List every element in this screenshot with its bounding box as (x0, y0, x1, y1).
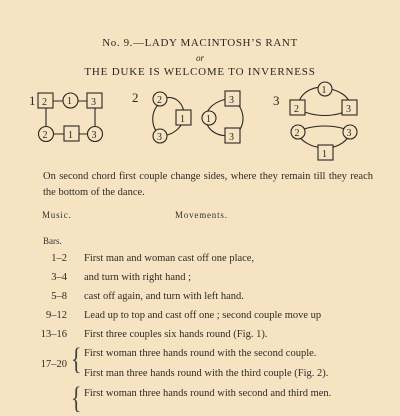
figure-2-label: 2 (132, 90, 139, 105)
svg-text:1: 1 (67, 96, 72, 107)
movement-line-6b: First man three hands round with the third couple (Fig. 2). (84, 368, 329, 379)
svg-text:1: 1 (321, 85, 327, 96)
movement-line-7: First woman three hands round with second and third men. (84, 388, 332, 399)
dance-title: No. 9.—LADY MACINTOSH’S RANT (102, 37, 298, 49)
movements-header: Movements. (175, 210, 228, 220)
svg-text:3: 3 (346, 104, 351, 115)
movement-line-5: First three couples six hands round (Fig. 1). (84, 329, 268, 340)
svg-text:1: 1 (322, 149, 327, 160)
svg-text:1: 1 (68, 130, 73, 141)
intro-paragraph: On second chord first couple change sides, where they remain till they reach the bottom of the dance. (43, 171, 373, 198)
svg-text:1: 1 (206, 114, 211, 125)
dance-alt-title: THE DUKE IS WELCOME TO INVERNESS (84, 66, 316, 78)
figure-1-label: 1 (29, 93, 36, 108)
svg-text:2: 2 (42, 97, 47, 108)
svg-text:2: 2 (294, 128, 300, 139)
svg-text:2: 2 (42, 130, 48, 141)
svg-text:2: 2 (294, 104, 299, 115)
svg-text:3: 3 (229, 95, 234, 106)
dance-figures (0, 80, 400, 170)
svg-text:3: 3 (229, 132, 234, 143)
music-header: Music. (42, 210, 72, 220)
movement-line-4: Lead up to top and cast off one ; second couple move up (84, 310, 322, 321)
svg-text:3: 3 (91, 97, 96, 108)
bar-range-5: 13–16 (40, 329, 67, 340)
svg-text:3: 3 (157, 132, 162, 143)
svg-text:2: 2 (157, 95, 162, 106)
bar-range-3: 5–8 (51, 291, 67, 302)
bar-range-6: 17–20 (40, 359, 67, 370)
movement-line-1: First man and woman cast off one place, (84, 253, 255, 264)
bar-range-4: 9–12 (46, 310, 67, 321)
svg-text:3: 3 (346, 128, 352, 139)
bars-label: Bars. (43, 236, 62, 246)
bar-range-1: 1–2 (51, 253, 67, 264)
movement-line-6a: First woman three hands round with the second couple. (84, 348, 317, 359)
fig3-bottom-top (298, 126, 350, 132)
brace-symbol: { (71, 340, 82, 376)
figure-3-label: 3 (273, 93, 280, 108)
svg-text:3: 3 (91, 130, 97, 141)
bar-range-2: 3–4 (51, 272, 67, 283)
brace-symbol-2: { (71, 379, 82, 415)
movement-line-2: and turn with right hand ; (84, 272, 192, 283)
title-or: or (195, 53, 204, 63)
movement-line-3: cast off again, and turn with left hand. (84, 291, 244, 302)
svg-text:1: 1 (180, 114, 185, 125)
